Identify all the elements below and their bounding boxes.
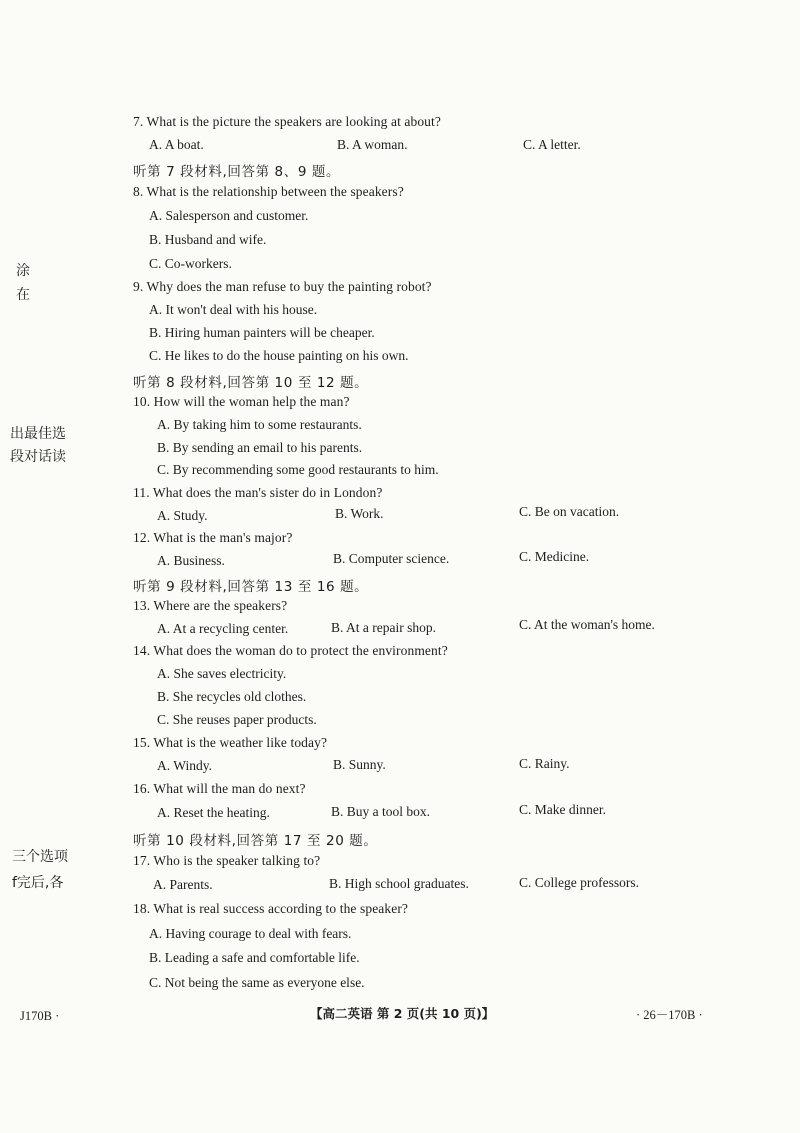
question-9: 9. Why does the man refuse to buy the painting robot?: [133, 279, 432, 294]
q12-option-c: C. Medicine.: [519, 549, 590, 564]
q10-option-c: C. By recommending some good restaurants to him.: [157, 462, 439, 477]
q7-option-b: B. A woman.: [337, 137, 408, 152]
q14-option-c: C. She reuses paper products.: [157, 712, 317, 727]
q9-option-c: C. He likes to do the house painting on his own.: [149, 348, 409, 363]
q11-option-c: C. Be on vacation.: [519, 504, 620, 519]
q12-option-a: A. Business.: [157, 553, 225, 568]
q8-option-a: A. Salesperson and customer.: [149, 208, 309, 223]
q16-option-c: C. Make dinner.: [519, 802, 606, 817]
q14-option-b: B. She recycles old clothes.: [157, 689, 307, 704]
question-12: 12. What is the man's major?: [133, 530, 293, 545]
q13-option-a: A. At a recycling center.: [157, 621, 289, 636]
footer-page-label: 【高二英语 第 2 页(共 10 页)】: [310, 1006, 495, 1021]
margin-note: 在: [16, 287, 30, 303]
q16-option-b: B. Buy a tool box.: [331, 804, 431, 819]
margin-note: 段对话读: [10, 449, 66, 465]
q9-option-b: B. Hiring human painters will be cheaper.: [149, 325, 375, 340]
question-13: 13. Where are the speakers?: [133, 598, 288, 613]
q10-option-a: A. By taking him to some restaurants.: [157, 417, 362, 432]
q18-option-b: B. Leading a safe and comfortable life.: [149, 950, 360, 965]
question-18: 18. What is real success according to the speaker?: [133, 901, 409, 916]
q15-option-b: B. Sunny.: [333, 757, 386, 772]
footer-right-code: · 26－170B ·: [636, 1008, 703, 1022]
margin-note: f完后,各: [12, 875, 64, 891]
margin-note: 出最佳选: [10, 426, 66, 442]
q17-option-a: A. Parents.: [153, 877, 213, 892]
margin-note: 涂: [16, 263, 30, 279]
q15-option-a: A. Windy.: [157, 758, 212, 773]
q8-option-c: C. Co-workers.: [149, 256, 232, 271]
q16-option-a: A. Reset the heating.: [157, 805, 270, 820]
q17-option-b: B. High school graduates.: [329, 876, 469, 891]
q18-option-a: A. Having courage to deal with fears.: [149, 926, 352, 941]
section-instruction-10: 听第 10 段材料,回答第 17 至 20 题。: [133, 833, 378, 849]
question-10: 10. How will the woman help the man?: [133, 394, 350, 409]
question-11: 11. What does the man's sister do in London?: [133, 485, 383, 500]
question-14: 14. What does the woman do to protect the environment?: [133, 643, 448, 658]
section-instruction-9: 听第 9 段材料,回答第 13 至 16 题。: [133, 579, 369, 595]
q11-option-a: A. Study.: [157, 508, 208, 523]
question-17: 17. Who is the speaker talking to?: [133, 853, 321, 868]
q7-option-a: A. A boat.: [149, 137, 204, 152]
question-16: 16. What will the man do next?: [133, 781, 306, 796]
q15-option-c: C. Rainy.: [519, 756, 570, 771]
q18-option-c: C. Not being the same as everyone else.: [149, 975, 365, 990]
q14-option-a: A. She saves electricity.: [157, 666, 287, 681]
section-instruction-8: 听第 8 段材料,回答第 10 至 12 题。: [133, 375, 369, 391]
margin-note: 三个选项: [12, 849, 68, 865]
q13-option-c: C. At the woman's home.: [519, 617, 655, 632]
q13-option-b: B. At a repair shop.: [331, 620, 436, 635]
question-15: 15. What is the weather like today?: [133, 735, 328, 750]
footer-left-code: J170B ·: [20, 1009, 60, 1023]
question-8: 8. What is the relationship between the speakers?: [133, 184, 404, 199]
q10-option-b: B. By sending an email to his parents.: [157, 440, 363, 455]
q8-option-b: B. Husband and wife.: [149, 232, 267, 247]
q12-option-b: B. Computer science.: [333, 551, 450, 566]
section-instruction-7: 听第 7 段材料,回答第 8、9 题。: [133, 164, 341, 180]
question-7: 7. What is the picture the speakers are looking at about?: [133, 114, 441, 129]
q9-option-a: A. It won't deal with his house.: [149, 302, 318, 317]
q11-option-b: B. Work.: [335, 506, 384, 521]
q17-option-c: C. College professors.: [519, 875, 639, 890]
q7-option-c: C. A letter.: [523, 137, 581, 152]
